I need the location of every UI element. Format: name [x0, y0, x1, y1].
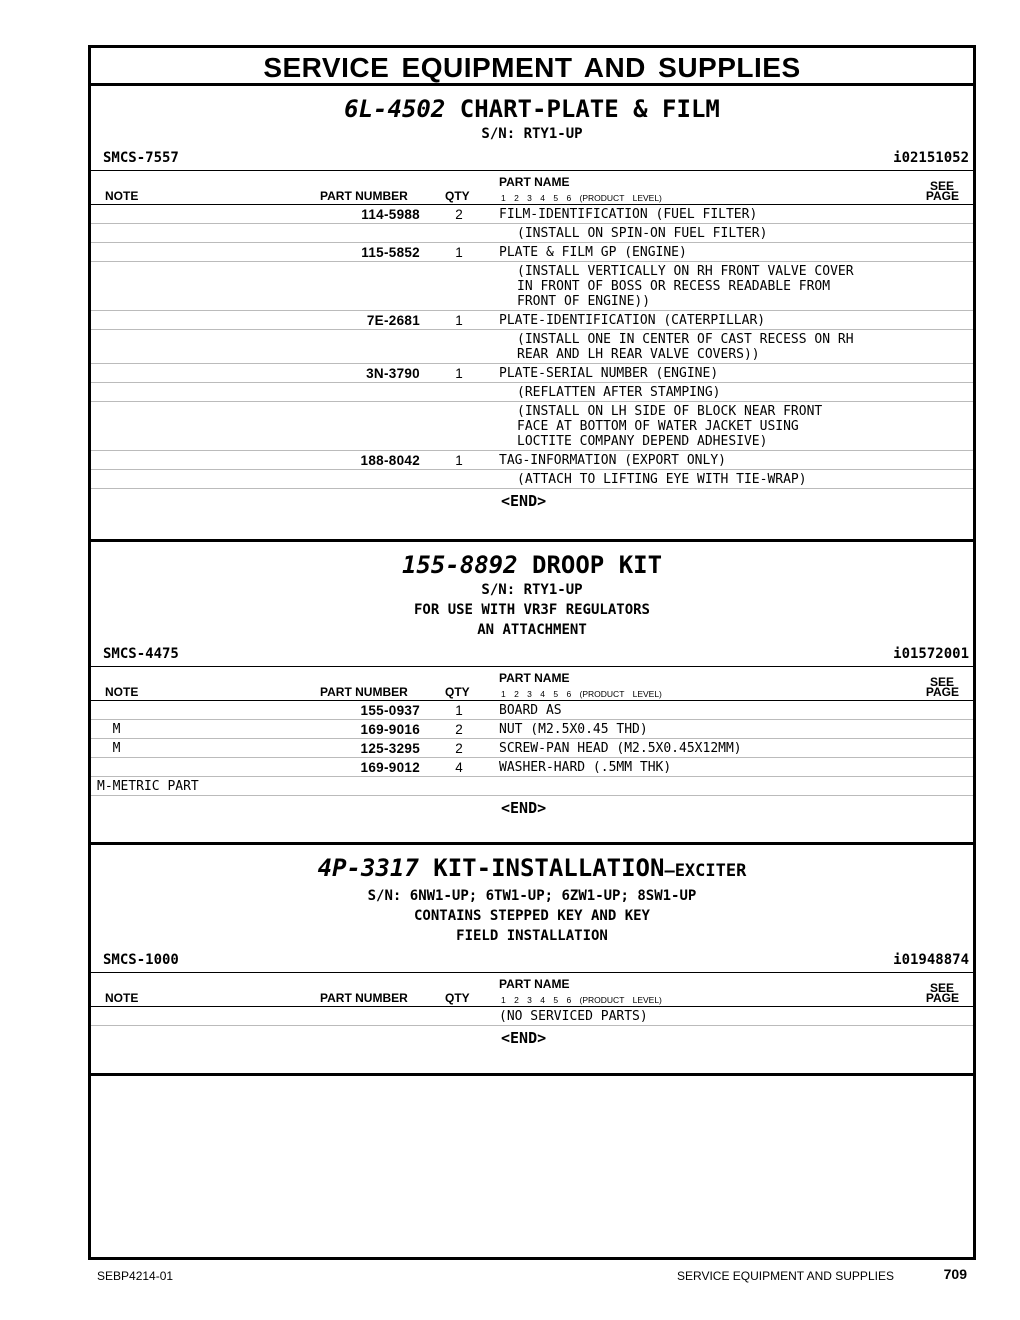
qty-cell: 1 — [455, 453, 463, 468]
sections-container — [91, 86, 973, 1076]
note-cell: M — [97, 722, 121, 737]
part-name-cell: NUT (M2.5X0.45 THD) — [499, 722, 648, 737]
part-number-cell: 125-3295 — [360, 741, 420, 756]
col-page-header: PAGE — [925, 685, 959, 699]
section-part-title: DROOP KIT — [532, 551, 663, 579]
col-qty-header: QTY — [445, 189, 470, 203]
col-note-header: NOTE — [105, 991, 139, 1005]
table-row — [91, 205, 973, 224]
part-number-cell: 7E-2681 — [366, 313, 420, 328]
section-part-number: 4P-3317 — [317, 854, 419, 882]
note-cell: M — [97, 741, 121, 756]
table-row — [91, 1007, 973, 1026]
section-part-number: 6L-4502 — [344, 95, 446, 123]
end-marker: <END> — [501, 1029, 547, 1047]
table-row — [91, 262, 973, 311]
section-header — [91, 542, 973, 640]
part-name-cell: WASHER-HARD (.5MM THK) — [499, 760, 672, 775]
qty-cell: 1 — [455, 313, 463, 328]
col-part-name-header: PART NAME — [499, 671, 570, 685]
part-name-cell: (ATTACH TO LIFTING EYE WITH TIE-WRAP) — [517, 472, 807, 487]
end-row — [91, 1026, 973, 1052]
section-subline: S/N: 6NW1-UP; 6TW1-UP; 6ZW1-UP; 8SW1-UP — [367, 888, 697, 904]
col-part-number-header: PART NUMBER — [320, 991, 408, 1005]
section-subline: AN ATTACHMENT — [477, 622, 587, 638]
end-marker: <END> — [501, 799, 547, 817]
table-row — [91, 330, 973, 364]
part-number-cell: 169-9016 — [360, 722, 420, 737]
table-row — [91, 777, 973, 796]
qty-cell: 2 — [455, 722, 463, 737]
part-name-cell: TAG-INFORMATION (EXPORT ONLY) — [499, 453, 726, 468]
footer-doc-number: SEBP4214-01 — [97, 1269, 174, 1283]
col-see-header: SEE — [929, 981, 954, 995]
section-title — [91, 542, 973, 580]
col-note-header: NOTE — [105, 685, 139, 699]
col-page-header: PAGE — [925, 991, 959, 1005]
part-number-cell: 115-5852 — [361, 245, 420, 260]
page-frame — [88, 45, 976, 1260]
smcs-code: SMCS-1000 — [103, 952, 179, 968]
col-part-number-header: PART NUMBER — [320, 189, 408, 203]
smcs-row — [91, 144, 973, 171]
section-subline: FOR USE WITH VR3F REGULATORS — [413, 602, 650, 618]
column-headers — [91, 667, 973, 701]
col-page-header: PAGE — [925, 189, 959, 203]
part-name-cell: BOARD AS — [499, 703, 562, 718]
part-section — [91, 86, 973, 542]
section-title — [91, 86, 973, 124]
section-title — [91, 845, 973, 886]
section-subline: FIELD INSTALLATION — [456, 928, 608, 944]
part-name-cell: (INSTALL ON LH SIDE OF BLOCK NEAR FRONT FACE AT BOTTOM OF WATER JACKET USING LOCTITE COMPANY DEPEND ADHESIVE) — [517, 404, 823, 449]
reference-id: i02151052 — [893, 150, 969, 166]
table-row — [91, 451, 973, 470]
col-qty-header: QTY — [445, 991, 470, 1005]
end-row — [91, 796, 973, 822]
reference-id: i01572001 — [893, 646, 969, 662]
smcs-code: SMCS-4475 — [103, 646, 179, 662]
table-row — [91, 243, 973, 262]
part-name-cell: FILM-IDENTIFICATION (FUEL FILTER) — [499, 207, 758, 222]
part-number-cell: 114-5988 — [361, 207, 420, 222]
table-row — [91, 224, 973, 243]
table-row — [91, 311, 973, 330]
section-header — [91, 845, 973, 946]
table-row — [91, 470, 973, 489]
reference-id: i01948874 — [893, 952, 969, 968]
col-part-name-header: PART NAME — [499, 175, 570, 189]
note-cell: M-METRIC PART — [97, 779, 199, 794]
col-qty-header: QTY — [445, 685, 470, 699]
smcs-code: SMCS-7557 — [103, 150, 179, 166]
part-name-cell: (INSTALL VERTICALLY ON RH FRONT VALVE COVER IN FRONT OF BOSS OR RECESS READABLE FROM FRONT OF ENGINE)) — [517, 264, 854, 309]
table-row — [91, 383, 973, 402]
section-header — [91, 86, 973, 144]
page-title: SERVICE EQUIPMENT AND SUPPLIES — [91, 48, 973, 86]
part-number-cell: 188-8042 — [360, 453, 420, 468]
footer-section-title: SERVICE EQUIPMENT AND SUPPLIES — [677, 1269, 894, 1283]
column-headers — [91, 171, 973, 205]
section-subline: S/N: RTY1-UP — [481, 126, 583, 142]
part-name-cell: PLATE-IDENTIFICATION (CATERPILLAR) — [499, 313, 766, 328]
col-see-header: SEE — [929, 675, 954, 689]
part-number-cell: 3N-3790 — [366, 366, 420, 381]
part-name-cell: PLATE & FILM GP (ENGINE) — [499, 245, 687, 260]
qty-cell: 1 — [455, 703, 463, 718]
table-row — [91, 402, 973, 451]
section-part-title: KIT-INSTALLATION — [433, 854, 665, 882]
qty-cell: 4 — [455, 760, 463, 775]
section-part-title: CHART-PLATE & FILM — [459, 95, 720, 123]
col-product-level-header: 1 2 3 4 5 6 (PRODUCT LEVEL) — [501, 193, 662, 203]
col-note-header: NOTE — [105, 189, 139, 203]
table-row — [91, 758, 973, 777]
part-name-cell: (INSTALL ONE IN CENTER OF CAST RECESS ON RH REAR AND LH REAR VALVE COVERS)) — [517, 332, 854, 362]
qty-cell: 2 — [455, 207, 463, 222]
part-number-cell: 155-0937 — [360, 703, 420, 718]
section-part-number: 155-8892 — [401, 551, 518, 579]
section-subline: CONTAINS STEPPED KEY AND KEY — [413, 908, 650, 924]
smcs-row — [91, 946, 973, 973]
col-see-header: SEE — [929, 179, 954, 193]
end-row — [91, 489, 973, 515]
part-number-cell: 169-9012 — [360, 760, 420, 775]
footer-page-number: 709 — [943, 1266, 967, 1282]
col-part-name-header: PART NAME — [499, 977, 570, 991]
end-marker: <END> — [501, 492, 547, 510]
smcs-row — [91, 640, 973, 667]
table-row — [91, 364, 973, 383]
qty-cell: 2 — [455, 741, 463, 756]
qty-cell: 1 — [455, 366, 463, 381]
section-subline: S/N: RTY1-UP — [481, 582, 583, 598]
table-row — [91, 739, 973, 758]
col-part-number-header: PART NUMBER — [320, 685, 408, 699]
qty-cell: 1 — [455, 245, 463, 260]
column-headers — [91, 973, 973, 1007]
part-section — [91, 845, 973, 1076]
part-name-cell: (INSTALL ON SPIN-ON FUEL FILTER) — [517, 226, 768, 241]
part-name-cell: (REFLATTEN AFTER STAMPING) — [517, 385, 721, 400]
col-product-level-header: 1 2 3 4 5 6 (PRODUCT LEVEL) — [501, 689, 662, 699]
section-title-suffix: —EXCITER — [664, 861, 747, 881]
part-name-cell: (NO SERVICED PARTS) — [499, 1009, 648, 1024]
part-name-cell: SCREW-PAN HEAD (M2.5X0.45X12MM) — [499, 741, 742, 756]
col-product-level-header: 1 2 3 4 5 6 (PRODUCT LEVEL) — [501, 995, 662, 1005]
part-name-cell: PLATE-SERIAL NUMBER (ENGINE) — [499, 366, 719, 381]
part-section — [91, 542, 973, 845]
table-row — [91, 720, 973, 739]
table-row — [91, 701, 973, 720]
